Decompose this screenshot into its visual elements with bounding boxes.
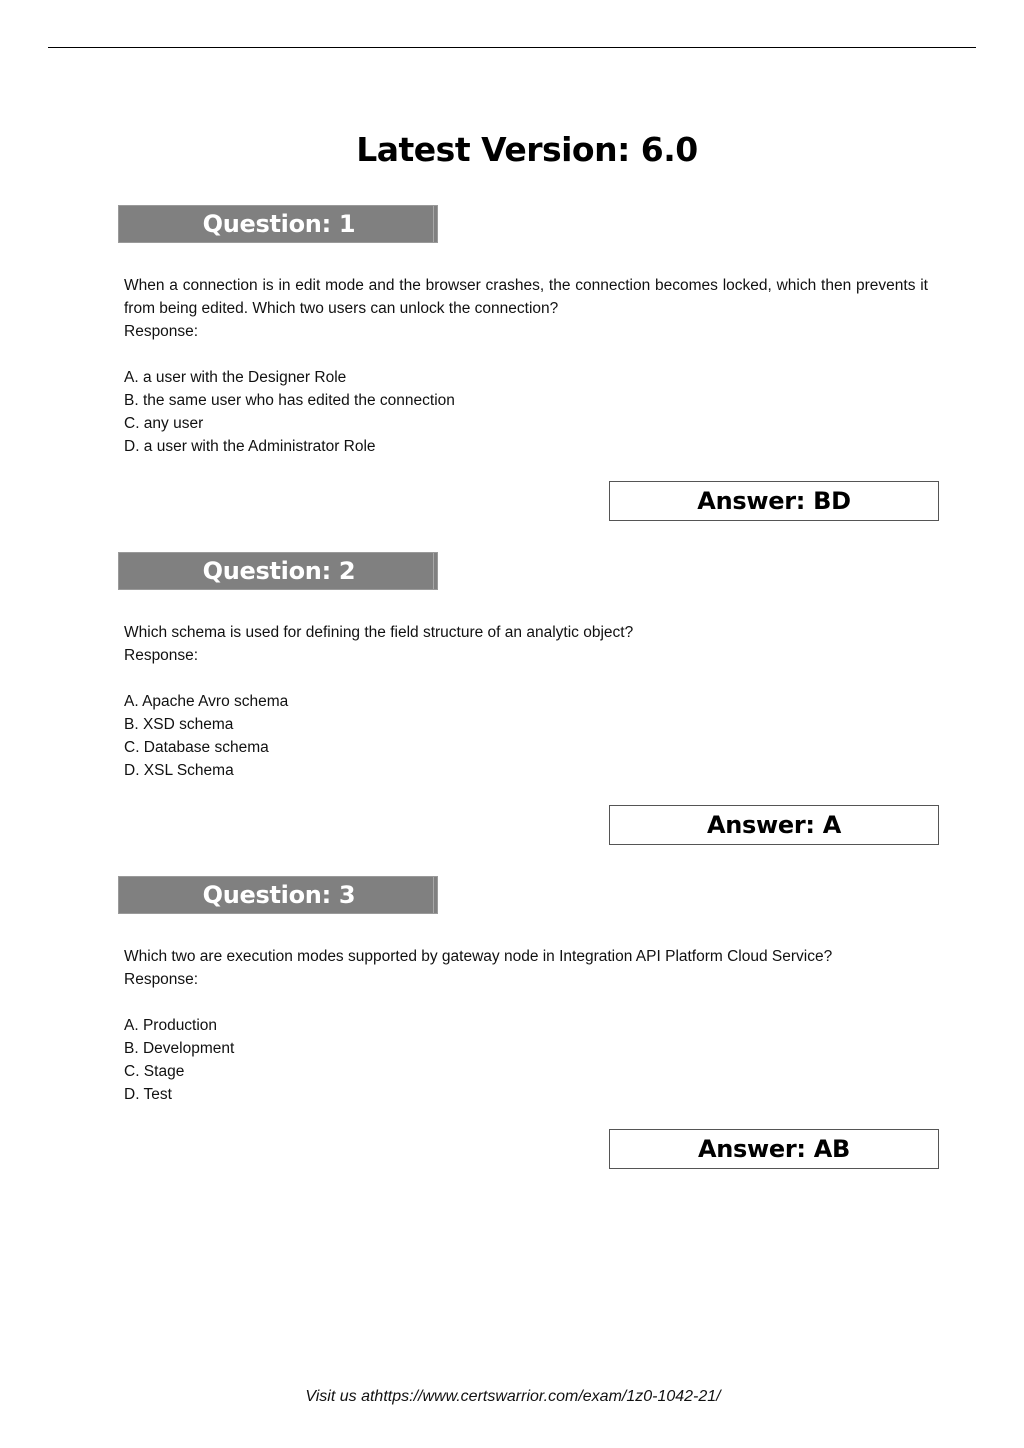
option-a: A. a user with the Designer Role [124,369,347,386]
option-b: B. the same user who has edited the connection [124,392,455,409]
question-header [118,876,438,914]
question-text: Which schema is used for defining the field structure of an analytic object? [124,624,634,641]
top-divider [48,47,976,48]
response-label: Response: [124,647,199,664]
answer-box: Answer: BD [609,481,939,521]
option-list [124,1014,234,1106]
option-a: A. Production [124,1017,218,1034]
question-header [118,205,438,243]
option-c: C. any user [124,415,204,432]
question-header [118,552,438,590]
answer-box: Answer: A [609,805,939,845]
answer-box: Answer: AB [609,1129,939,1169]
question-number: Question: 2 [202,557,356,585]
option-a: A. Apache Avro schema [124,693,289,710]
option-c: C. Stage [124,1063,185,1080]
option-list [124,690,288,782]
option-d: D. a user with the Administrator Role [124,438,376,455]
question-text: Which two are execution modes supported by gateway node in Integration API Platform Cloud Service? [124,948,833,965]
option-d: D. XSL Schema [124,762,234,779]
question-text: When a connection is in edit mode and the browser crashes, the connection becomes locked, which then prevents it from being edited. Which two users can unlock the connection? [124,277,928,317]
option-d: D. Test [124,1086,172,1103]
response-label: Response: [124,971,199,988]
option-b: B. Development [124,1040,235,1057]
page-title: Latest Version: 6.0 [356,130,698,169]
option-b: B. XSD schema [124,716,234,733]
option-list [124,366,455,458]
question-number: Question: 1 [202,210,356,238]
question-number: Question: 3 [202,881,356,909]
response-label: Response: [124,323,199,340]
footer-visit-link[interactable]: Visit us athttps://www.certswarrior.com/exam/1z0-1042-21/ [305,1388,721,1405]
option-c: C. Database schema [124,739,269,756]
